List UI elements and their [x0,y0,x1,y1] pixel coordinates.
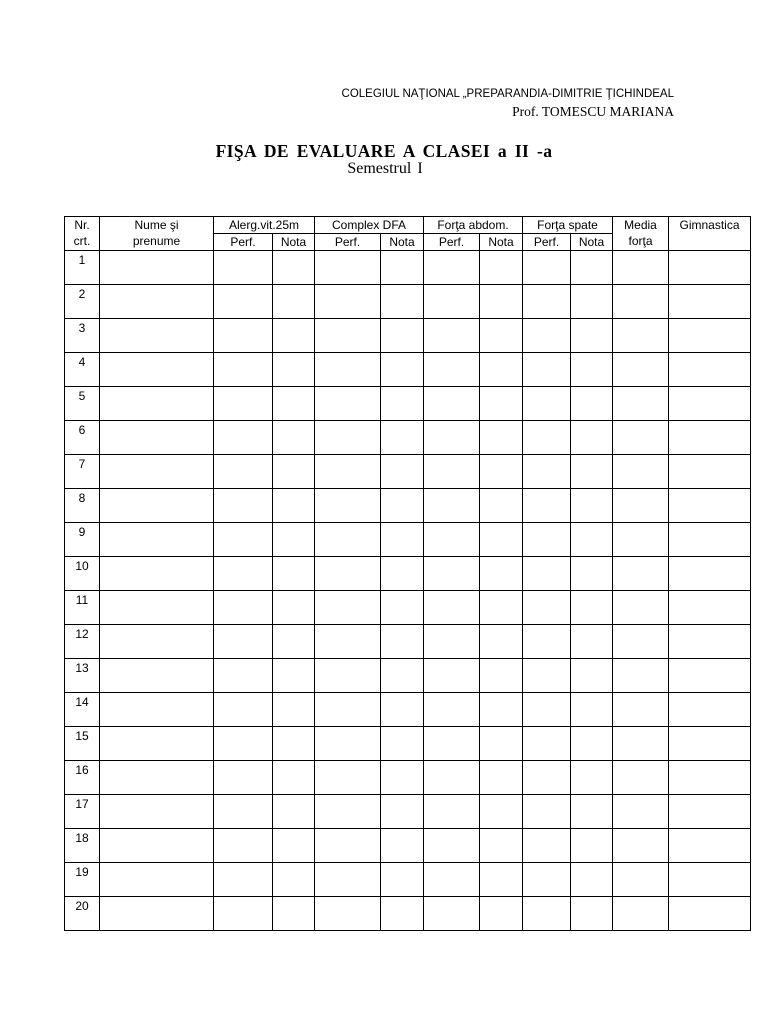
table-cell[interactable] [571,319,613,353]
table-cell[interactable] [669,387,751,421]
table-cell[interactable] [523,353,571,387]
table-cell[interactable] [480,353,523,387]
table-row [65,727,751,761]
header-gimnastica: Gimnastica [669,217,751,251]
table-cell[interactable] [273,353,315,387]
table-cell[interactable] [273,863,315,897]
table-cell[interactable] [613,795,669,829]
table-cell[interactable] [273,421,315,455]
row-number: 8 [65,489,100,523]
table-cell[interactable] [273,761,315,795]
table-cell[interactable] [669,897,751,931]
table-row [65,897,751,931]
table-cell[interactable] [381,523,424,557]
table-cell[interactable] [100,489,214,523]
table-cell[interactable] [100,285,214,319]
table-cell[interactable] [571,693,613,727]
table-cell[interactable] [100,251,214,285]
row-number: 7 [65,455,100,489]
table-cell[interactable] [613,761,669,795]
table-cell[interactable] [424,863,480,897]
table-cell[interactable] [424,557,480,591]
table-cell[interactable] [214,251,273,285]
table-row [65,353,751,387]
table-cell[interactable] [523,455,571,489]
table-cell[interactable] [315,829,381,863]
table-cell[interactable] [424,761,480,795]
table-cell[interactable] [669,727,751,761]
table-cell[interactable] [100,897,214,931]
table-cell[interactable] [523,829,571,863]
table-cell[interactable] [315,795,381,829]
table-cell[interactable] [523,387,571,421]
teacher-name: Prof. TOMESCU MARIANA [512,104,674,119]
table-cell[interactable] [381,693,424,727]
table-cell[interactable] [214,795,273,829]
table-cell[interactable] [424,523,480,557]
table-cell[interactable] [480,387,523,421]
table-cell[interactable] [214,285,273,319]
evaluation-table [64,216,751,931]
table-row [65,455,751,489]
row-number: 1 [65,251,100,285]
table-cell[interactable] [669,693,751,727]
row-number: 14 [65,693,100,727]
table-cell[interactable] [315,591,381,625]
table-cell[interactable] [571,421,613,455]
table-cell[interactable] [669,557,751,591]
table-cell[interactable] [424,625,480,659]
table-cell[interactable] [480,557,523,591]
table-cell[interactable] [100,319,214,353]
table-cell[interactable] [381,319,424,353]
table-cell[interactable] [273,319,315,353]
table-row [65,795,751,829]
row-number: 6 [65,421,100,455]
table-cell[interactable] [523,659,571,693]
table-cell[interactable] [571,863,613,897]
table-row [65,489,751,523]
table-cell[interactable] [273,285,315,319]
table-cell[interactable] [424,421,480,455]
table-cell[interactable] [571,591,613,625]
table-cell[interactable] [571,761,613,795]
table-cell[interactable] [613,727,669,761]
table-row [65,591,751,625]
table-cell[interactable] [214,727,273,761]
row-number: 13 [65,659,100,693]
table-cell[interactable] [315,897,381,931]
table-cell[interactable] [214,863,273,897]
table-cell[interactable] [273,455,315,489]
table-cell[interactable] [381,285,424,319]
table-cell[interactable] [669,523,751,557]
header-media-forta: Media forţa [613,217,669,251]
table-cell[interactable] [214,319,273,353]
table-cell[interactable] [669,625,751,659]
table-cell[interactable] [424,489,480,523]
table-cell[interactable] [273,659,315,693]
table-cell[interactable] [100,421,214,455]
table-cell[interactable] [100,863,214,897]
table-cell[interactable] [381,897,424,931]
table-cell[interactable] [381,251,424,285]
table-cell[interactable] [424,319,480,353]
table-cell[interactable] [273,897,315,931]
table-cell[interactable] [100,659,214,693]
table-cell[interactable] [669,591,751,625]
table-cell[interactable] [669,353,751,387]
table-cell[interactable] [315,319,381,353]
table-cell[interactable] [100,455,214,489]
table-cell[interactable] [273,829,315,863]
table-cell[interactable] [613,693,669,727]
table-cell[interactable] [381,795,424,829]
table-cell[interactable] [424,693,480,727]
table-cell[interactable] [613,455,669,489]
table-cell[interactable] [100,591,214,625]
table-cell[interactable] [273,523,315,557]
table-cell[interactable] [100,625,214,659]
table-cell[interactable] [571,727,613,761]
table-cell[interactable] [214,591,273,625]
table-cell[interactable] [480,863,523,897]
table-cell[interactable] [214,353,273,387]
table-cell[interactable] [424,795,480,829]
table-cell[interactable] [669,455,751,489]
school-name: COLEGIUL NAŢIONAL „PREPARANDIA-DIMITRIE ŢICHINDEAL [341,88,674,100]
table-cell[interactable] [523,625,571,659]
table-row [65,659,751,693]
table-cell[interactable] [480,625,523,659]
page-title: FIŞA DE EVALUARE A CLASEI a II -a [215,141,553,161]
table-cell[interactable] [381,625,424,659]
table-cell[interactable] [523,863,571,897]
table-cell[interactable] [523,557,571,591]
table-cell[interactable] [315,761,381,795]
table-cell[interactable] [214,659,273,693]
table-cell[interactable] [100,795,214,829]
subheader-nota: Nota [273,234,315,251]
row-number: 10 [65,557,100,591]
table-cell[interactable] [214,421,273,455]
table-cell[interactable] [273,251,315,285]
header-nr-crt: Nr. crt. [65,217,100,251]
table-cell[interactable] [571,489,613,523]
table-cell[interactable] [613,829,669,863]
table-cell[interactable] [381,829,424,863]
table-cell[interactable] [100,727,214,761]
table-cell[interactable] [571,353,613,387]
table-cell[interactable] [424,897,480,931]
table-cell[interactable] [214,829,273,863]
table-cell[interactable] [273,387,315,421]
table-cell[interactable] [214,455,273,489]
table-cell[interactable] [571,625,613,659]
header-forta-spate: Forţa spate [523,217,613,234]
table-cell[interactable] [381,557,424,591]
table-cell[interactable] [100,557,214,591]
table-cell[interactable] [523,795,571,829]
table-cell[interactable] [424,387,480,421]
table-cell[interactable] [523,523,571,557]
row-number: 4 [65,353,100,387]
table-row [65,387,751,421]
table-cell[interactable] [273,489,315,523]
table-cell[interactable] [523,761,571,795]
table-cell[interactable] [613,421,669,455]
table-cell[interactable] [315,625,381,659]
table-cell[interactable] [480,659,523,693]
table-cell[interactable] [480,523,523,557]
table-cell[interactable] [571,659,613,693]
row-number: 11 [65,591,100,625]
table-cell[interactable] [214,761,273,795]
table-cell[interactable] [523,693,571,727]
table-cell[interactable] [381,659,424,693]
table-cell[interactable] [315,659,381,693]
table-cell[interactable] [381,455,424,489]
table-cell[interactable] [315,353,381,387]
table-cell[interactable] [523,421,571,455]
table-row [65,625,751,659]
table-cell[interactable] [571,795,613,829]
table-cell[interactable] [669,659,751,693]
page-subtitle: Semestrul I [347,160,423,177]
table-cell[interactable] [214,897,273,931]
subheader-perf: Perf. [424,234,480,251]
table-cell[interactable] [100,353,214,387]
table-cell[interactable] [424,727,480,761]
table-cell[interactable] [424,353,480,387]
table-cell[interactable] [669,285,751,319]
table-cell[interactable] [100,693,214,727]
table-cell[interactable] [613,353,669,387]
table-cell[interactable] [315,693,381,727]
table-cell[interactable] [315,489,381,523]
table-cell[interactable] [273,591,315,625]
table-cell[interactable] [315,455,381,489]
table-cell[interactable] [315,523,381,557]
table-cell[interactable] [315,387,381,421]
table-cell[interactable] [273,727,315,761]
table-cell[interactable] [214,387,273,421]
table-cell[interactable] [571,523,613,557]
header-name: Nume şi prenume [100,217,214,251]
table-cell[interactable] [523,251,571,285]
table-cell[interactable] [523,319,571,353]
table-cell[interactable] [273,693,315,727]
table-row [65,761,751,795]
table-cell[interactable] [571,455,613,489]
table-cell[interactable] [613,387,669,421]
table-cell[interactable] [669,863,751,897]
table-cell[interactable] [613,251,669,285]
table-cell[interactable] [613,625,669,659]
table-cell[interactable] [424,829,480,863]
table-cell[interactable] [613,863,669,897]
table-cell[interactable] [214,625,273,659]
table-cell[interactable] [315,557,381,591]
row-number: 19 [65,863,100,897]
table-row [65,251,751,285]
table-cell[interactable] [669,795,751,829]
table-cell[interactable] [424,285,480,319]
table-cell[interactable] [424,455,480,489]
table-cell[interactable] [480,285,523,319]
table-cell[interactable] [381,387,424,421]
row-number: 16 [65,761,100,795]
table-row [65,863,751,897]
table-cell[interactable] [273,557,315,591]
table-cell[interactable] [100,523,214,557]
table-cell[interactable] [315,727,381,761]
table-cell[interactable] [669,251,751,285]
table-cell[interactable] [381,761,424,795]
table-cell[interactable] [613,591,669,625]
table-cell[interactable] [571,251,613,285]
header-alerg: Alerg.vit.25m [214,217,315,234]
table-cell[interactable] [214,489,273,523]
table-cell[interactable] [571,897,613,931]
table-cell[interactable] [669,829,751,863]
table-cell[interactable] [381,727,424,761]
table-cell[interactable] [480,829,523,863]
table-row [65,829,751,863]
row-number: 3 [65,319,100,353]
table-cell[interactable] [613,489,669,523]
table-cell[interactable] [613,659,669,693]
row-number: 9 [65,523,100,557]
subheader-nota: Nota [571,234,613,251]
table-cell[interactable] [273,625,315,659]
table-cell[interactable] [273,795,315,829]
table-cell[interactable] [480,727,523,761]
table-cell[interactable] [381,489,424,523]
table-cell[interactable] [480,795,523,829]
subheader-nota: Nota [480,234,523,251]
table-cell[interactable] [100,829,214,863]
table-cell[interactable] [480,319,523,353]
table-cell[interactable] [424,659,480,693]
table-cell[interactable] [214,557,273,591]
table-cell[interactable] [480,489,523,523]
table-row [65,557,751,591]
subheader-perf: Perf. [523,234,571,251]
table-cell[interactable] [523,727,571,761]
table-cell[interactable] [571,387,613,421]
row-number: 17 [65,795,100,829]
table-cell[interactable] [480,761,523,795]
table-cell[interactable] [480,693,523,727]
row-number: 2 [65,285,100,319]
table-cell[interactable] [480,591,523,625]
table-cell[interactable] [381,421,424,455]
table-cell[interactable] [100,387,214,421]
row-number: 20 [65,897,100,931]
row-number: 15 [65,727,100,761]
table-cell[interactable] [523,897,571,931]
table-cell[interactable] [571,829,613,863]
table-cell[interactable] [669,761,751,795]
header-forta-abdom: Forţa abdom. [424,217,523,234]
table-cell[interactable] [480,421,523,455]
table-cell[interactable] [315,421,381,455]
table-cell[interactable] [424,591,480,625]
table-cell[interactable] [613,557,669,591]
table-cell[interactable] [315,285,381,319]
table-row [65,319,751,353]
table-cell[interactable] [669,421,751,455]
table-cell[interactable] [669,319,751,353]
table-cell[interactable] [523,489,571,523]
table-cell[interactable] [571,557,613,591]
table-row [65,693,751,727]
table-cell[interactable] [424,251,480,285]
table-cell[interactable] [381,353,424,387]
table-cell[interactable] [214,693,273,727]
table-cell[interactable] [480,897,523,931]
table-row [65,285,751,319]
row-number: 12 [65,625,100,659]
table-cell[interactable] [669,489,751,523]
table-cell[interactable] [315,863,381,897]
table-cell[interactable] [523,285,571,319]
subheader-nota: Nota [381,234,424,251]
table-cell[interactable] [613,319,669,353]
row-number: 5 [65,387,100,421]
table-cell[interactable] [613,897,669,931]
table-cell[interactable] [613,285,669,319]
table-cell[interactable] [480,251,523,285]
table-cell[interactable] [480,455,523,489]
table-cell[interactable] [613,523,669,557]
row-number: 18 [65,829,100,863]
table-row [65,421,751,455]
table-cell[interactable] [381,863,424,897]
table-cell[interactable] [381,591,424,625]
table-cell[interactable] [214,523,273,557]
table-cell[interactable] [100,761,214,795]
subheader-perf: Perf. [214,234,273,251]
header-complex: Complex DFA [315,217,424,234]
table-cell[interactable] [571,285,613,319]
table-row [65,523,751,557]
table-cell[interactable] [315,251,381,285]
table-cell[interactable] [523,591,571,625]
subheader-perf: Perf. [315,234,381,251]
